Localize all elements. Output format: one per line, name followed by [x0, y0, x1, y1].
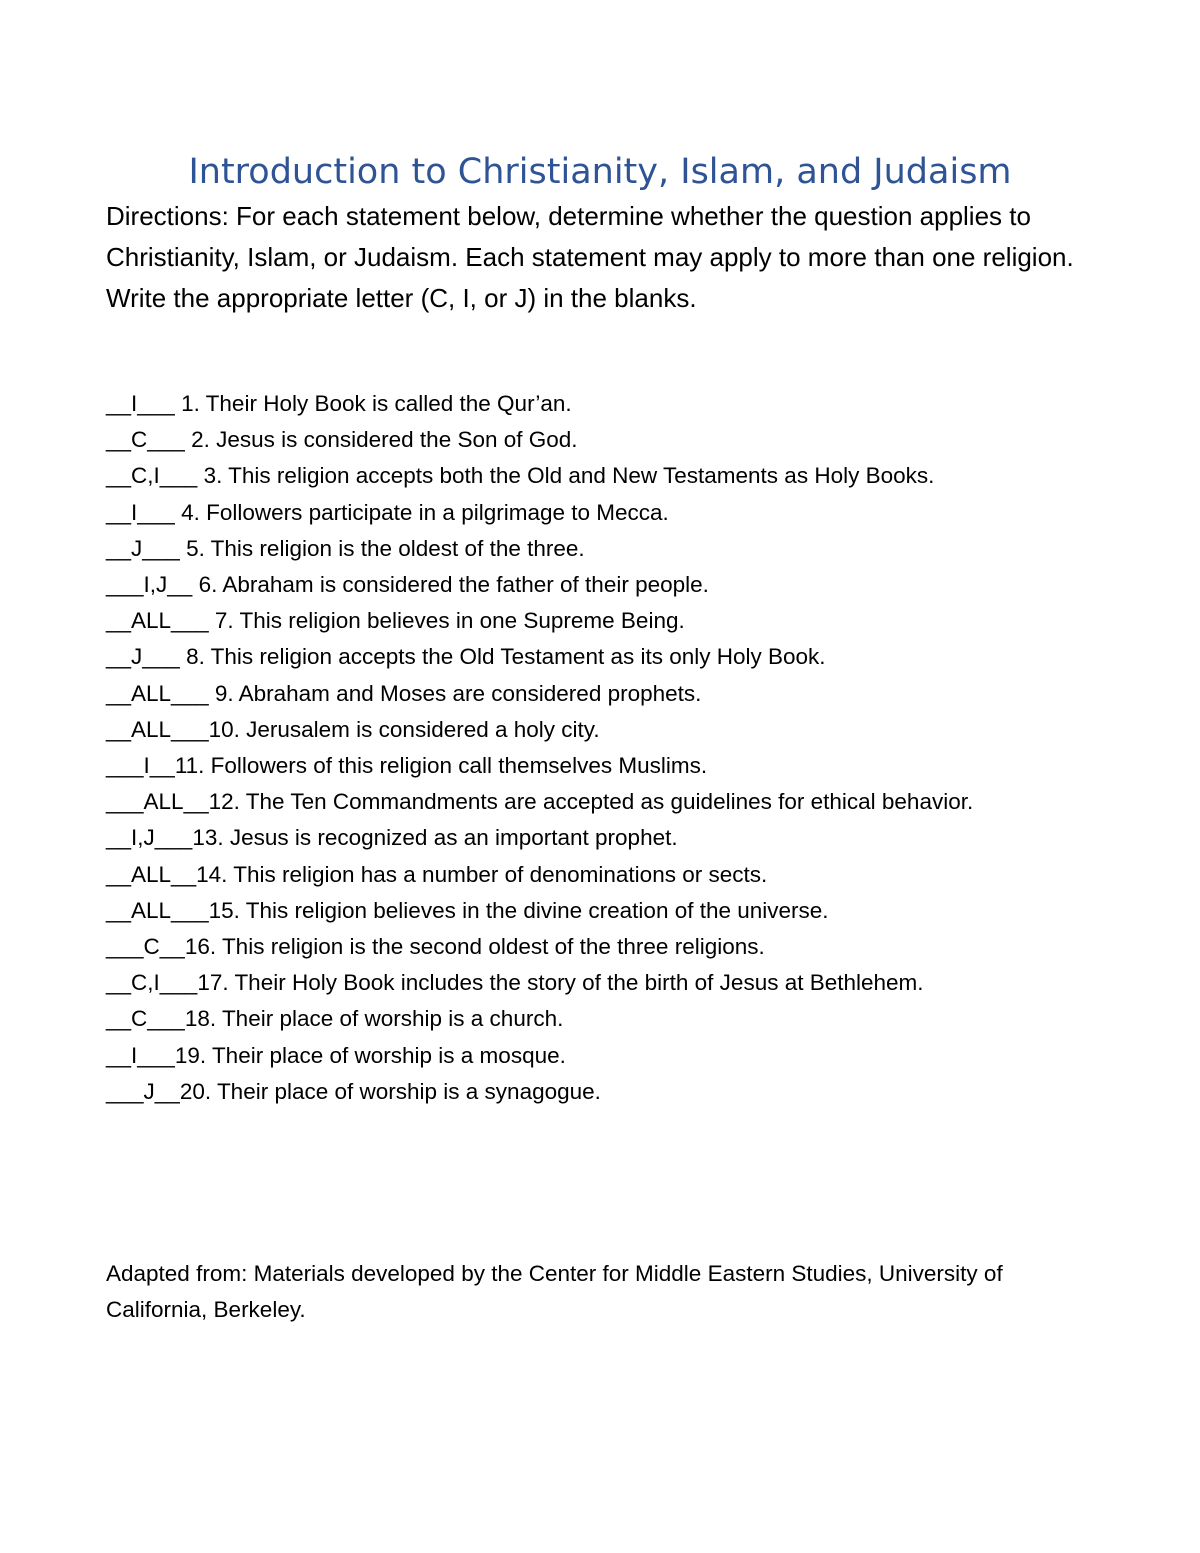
list-item: ___C__16. This religion is the second oldest of the three religions. — [106, 934, 765, 960]
page-title: Introduction to Christianity, Islam, and Judaism — [188, 152, 1012, 192]
list-item: ___J__20. Their place of worship is a synagogue. — [106, 1078, 601, 1104]
list-item: __C,I___17. Their Holy Book includes the story of the birth of Jesus at Bethlehem. — [106, 970, 924, 996]
list-item: __C,I___ 3. This religion accepts both the Old and New Testaments as Holy Books. — [106, 463, 935, 489]
list-item: __J___ 5. This religion is the oldest of the three. — [106, 535, 585, 561]
list-item: __ALL___15. This religion believes in the divine creation of the universe. — [106, 897, 829, 923]
answer-list — [106, 386, 1106, 1110]
directions-text: Directions: For each statement below, determine whether the question applies to Christianity, Islam, or Judaism. Each statement may apply to more than one religion. Write the appropriate letter (C, I, or J) in the blanks. — [106, 201, 1074, 313]
list-item: __C___18. Their place of worship is a church. — [106, 1006, 564, 1032]
list-item: __I___ 1. Their Holy Book is called the Qur’an. — [106, 391, 572, 416]
list-item: ___I,J__ 6. Abraham is considered the father of their people. — [106, 572, 709, 598]
list-item: __J___ 8. This religion accepts the Old Testament as its only Holy Book. — [106, 644, 826, 670]
list-item: __ALL___ 9. Abraham and Moses are considered prophets. — [106, 680, 702, 706]
list-item: __ALL___ 7. This religion believes in one Supreme Being. — [106, 608, 685, 634]
list-item: ___ALL__12. The Ten Commandments are accepted as guidelines for ethical behavior. — [106, 789, 974, 815]
list-item: __C___ 2. Jesus is considered the Son of God. — [106, 427, 578, 453]
list-item: __I,J___13. Jesus is recognized as an important prophet. — [106, 825, 678, 851]
list-item: __I___ 4. Followers participate in a pilgrimage to Mecca. — [106, 499, 669, 525]
list-item: __ALL__14. This religion has a number of denominations or sects. — [106, 861, 768, 887]
list-item: __I___19. Their place of worship is a mosque. — [106, 1042, 566, 1068]
source-attribution: Adapted from: Materials developed by the Center for Middle Eastern Studies, University of California, Berkeley. — [106, 1261, 1003, 1322]
list-item: __ALL___10. Jerusalem is considered a holy city. — [106, 716, 600, 742]
list-item: ___I__11. Followers of this religion call themselves Muslims. — [106, 753, 708, 779]
